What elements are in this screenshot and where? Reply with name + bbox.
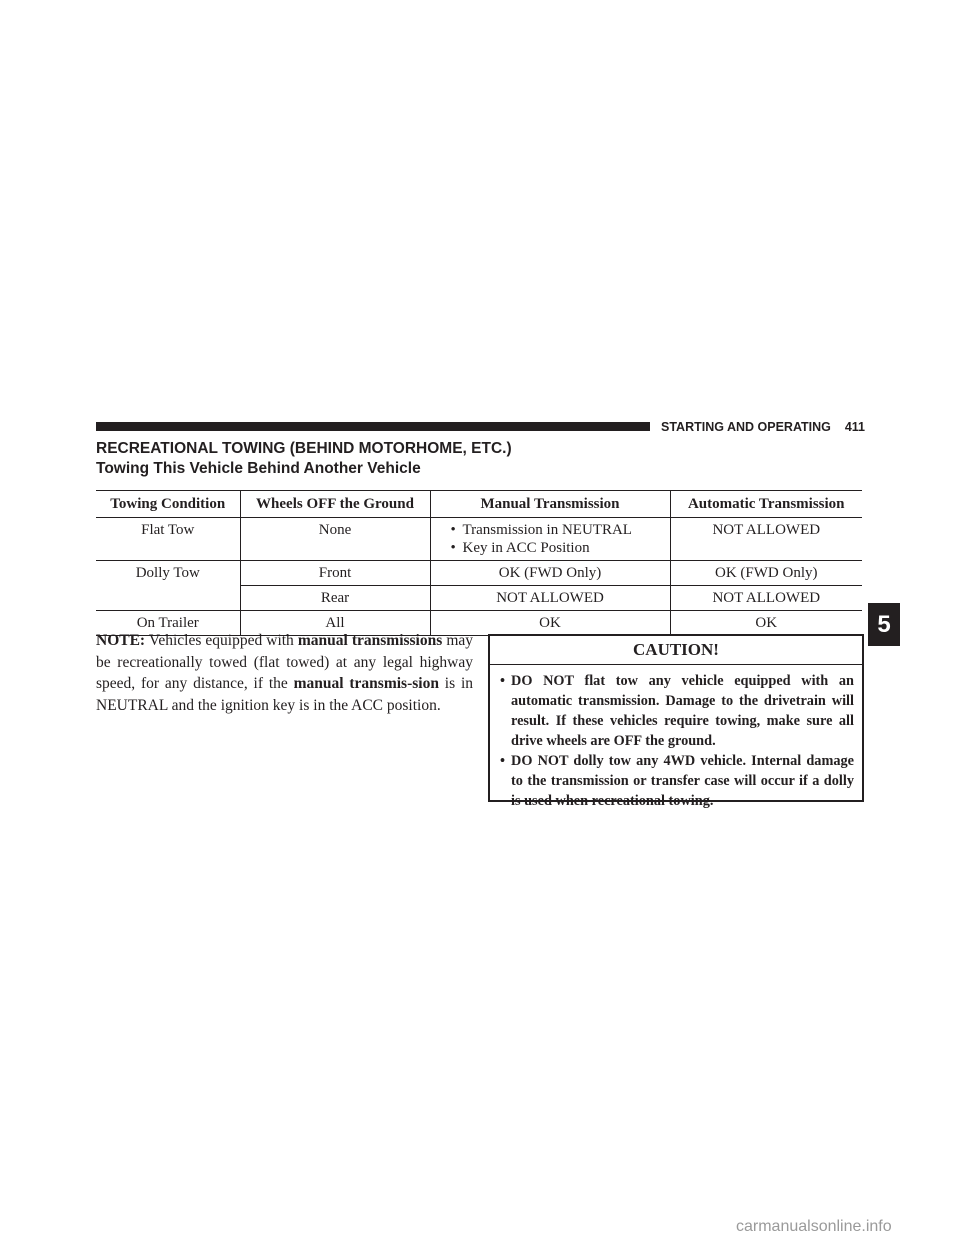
table-cell: OK (FWD Only) <box>670 561 862 586</box>
table-cell: Flat Tow <box>96 518 240 561</box>
table-cell <box>430 518 670 561</box>
list-item: • Transmission in NEUTRAL <box>451 521 666 539</box>
column-header: Towing Condition <box>96 491 240 518</box>
note-paragraph <box>96 630 473 716</box>
list-item: • Key in ACC Position <box>451 539 666 557</box>
note-emphasis: manual transmissions <box>297 632 443 649</box>
table-row <box>96 518 862 561</box>
table-cell: Rear <box>240 586 430 611</box>
caution-item: • DO NOT dolly tow any 4WD vehicle. Internal damage to the transmission or transfer case will occur if a dolly is used when recreational towing. <box>500 751 854 811</box>
table-cell: OK <box>670 611 862 636</box>
table-cell: OK (FWD Only) <box>430 561 670 586</box>
table-cell: All <box>240 611 430 636</box>
table-cell: NOT ALLOWED <box>430 586 670 611</box>
note-label: NOTE: <box>96 632 146 649</box>
running-head <box>661 418 865 436</box>
page-number: 411 <box>844 420 865 434</box>
watermark: carmanualsonline.info <box>736 1218 892 1235</box>
table-row <box>96 561 862 586</box>
chapter-tab: 5 <box>868 603 900 646</box>
caution-list <box>490 671 862 811</box>
note-text: Vehicles equipped with <box>148 632 294 649</box>
note-text: is in NEUTRAL and the ignition key is in the ACC position. <box>96 675 473 714</box>
table-cell: On Trailer <box>96 611 240 636</box>
table-header-row <box>96 491 862 518</box>
towing-table <box>96 490 862 636</box>
section-heading: RECREATIONAL TOWING (BEHIND MOTORHOME, ETC.) <box>96 440 512 457</box>
header-rule <box>96 422 650 431</box>
caution-item: • DO NOT flat tow any vehicle equipped with an automatic transmission. Damage to the drivetrain will result. If these vehicles require towing, make sure all drive wheels are OFF the ground. <box>500 671 854 751</box>
table-cell: None <box>240 518 430 561</box>
table-cell: Front <box>240 561 430 586</box>
table-cell: Dolly Tow <box>96 561 240 611</box>
table-cell: OK <box>430 611 670 636</box>
table-cell: NOT ALLOWED <box>670 518 862 561</box>
caution-box <box>488 634 864 809</box>
section-subheading: Towing This Vehicle Behind Another Vehicle <box>96 460 421 477</box>
bullet-list <box>451 521 666 557</box>
note-text: may be recreationally towed (flat towed) at any legal highway speed, for any distance, if the <box>96 632 473 692</box>
caution-title: CAUTION! <box>490 636 862 665</box>
note-emphasis: manual transmis-sion <box>293 675 439 692</box>
column-header: Wheels OFF the Ground <box>240 491 430 518</box>
column-header: Manual Transmission <box>430 491 670 518</box>
table-cell: NOT ALLOWED <box>670 586 862 611</box>
running-head-section: STARTING AND OPERATING <box>661 420 831 434</box>
column-header: Automatic Transmission <box>670 491 862 518</box>
